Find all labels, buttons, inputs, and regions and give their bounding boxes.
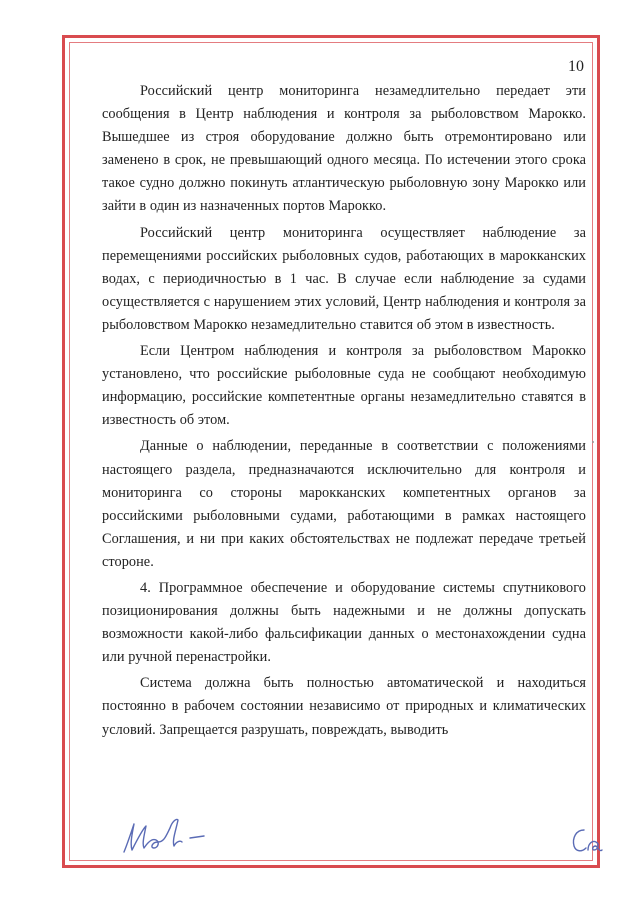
paragraph-3: Если Центром наблюдения и контроля за рыболовством Марокко установлено, что российские рыболовные суда не сообщают необходимую информацию, российские компетентные органы незамедлительно ставятся в известность об этом. bbox=[102, 343, 586, 429]
page-number: 10 bbox=[568, 58, 584, 75]
handwritten-initials-right bbox=[570, 826, 604, 856]
paragraph-4: Данные о наблюдении, переданные в соответствии с положениями настоящего раздела, предназначаются исключительно для контроля и мониторинга со стороны марокканских компетентных органов за российскими рыболовными судами, работающими в рамках настоящего Соглашения, и ни при каких обстоятельствах не подлежат передаче третьей стороне. bbox=[102, 438, 586, 570]
document-body bbox=[102, 80, 586, 742]
paragraph-5: 4. Программное обеспечение и оборудование системы спутникового позиционирования должны быть надежными и не должны допускать возможности какой-либо фальсификации данных о местонахождении судна или ручной перенастройки. bbox=[102, 579, 586, 666]
handwritten-signature-left bbox=[120, 812, 230, 858]
paragraph-1: Российский центр мониторинга незамедлительно передает эти сообщения в Центр наблюдения и контроля за рыболовством Марокко. Вышедшее из строя оборудование должно быть отремонтировано или заменено в срок, не превышающий одного месяца. По истечении этого срока такое судно должно покинуть атлантическую рыболовную зону Марокко или зайти в один из назначенных портов Марокко. bbox=[102, 83, 586, 215]
speck-mark bbox=[592, 441, 594, 443]
paragraph-2: Российский центр мониторинга осуществляет наблюдение за перемещениями российских рыболовных судов, работающих в марокканских водах, с периодичностью в 1 час. В случае если наблюдение за судами осуществляется с нарушением этих условий, Центр наблюдения и контроля за рыболовством Марокко незамедлительно ставится об этом в известность. bbox=[102, 224, 586, 333]
paragraph-6: Система должна быть полностью автоматической и находиться постоянно в рабочем состоянии независимо от природных и климатических условий. Запрещается разрушать, повреждать, выводить bbox=[102, 675, 586, 738]
